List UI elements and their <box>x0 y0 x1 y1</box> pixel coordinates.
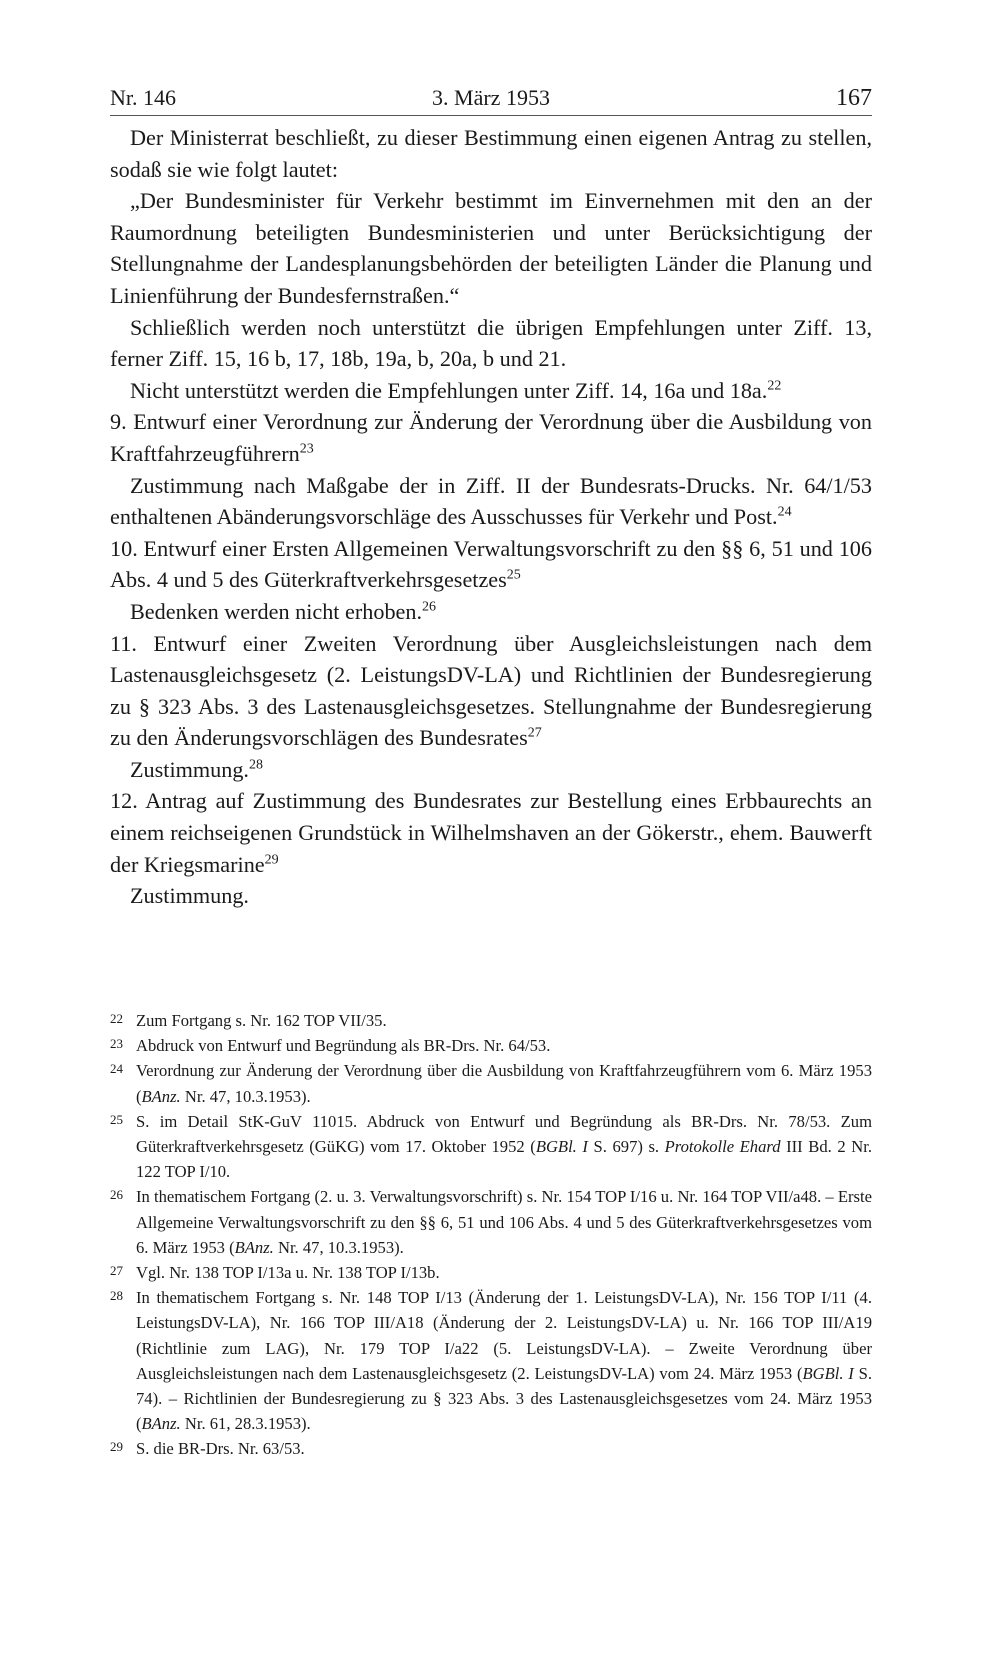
footnote-ref[interactable]: 23 <box>299 441 314 457</box>
footnote-italic: BAnz. <box>234 1237 274 1257</box>
footnote <box>110 1260 872 1285</box>
paragraph-text: Zustimmung. <box>130 756 249 782</box>
footnote-number: 29 <box>110 1439 123 1455</box>
paragraph-text: „Der Bundesminister für Verkehr bestimmt im Einvernehmen mit den an der Raumordnung beteiligten Bundesministerien und unter Berücksichtigung der Stellungnahme der Landesplanungsbehörden der beteiligten Länder die Planung und Linienführung der Bundesfernstraßen.“ <box>110 188 872 308</box>
paragraph <box>110 375 872 407</box>
running-header <box>110 80 872 116</box>
paragraph-text: Nicht unterstützt werden die Empfehlungen unter Ziff. 14, 16a und 18a. <box>130 377 768 403</box>
footnote <box>110 1109 872 1185</box>
footnote-text: In thematischem Fortgang (2. u. 3. Verwaltungsvorschrift) s. Nr. 154 TOP I/16 u. Nr. 164 TOP VII/a48. – Erste Allgemeine Verwaltungsvorschrift zu den §§ 6, 51 und 106 Abs. 4 und 5 des Güterkraftverkehrsgesetzes vom 6. März 1953 ( <box>136 1187 872 1257</box>
paragraph <box>110 754 872 786</box>
footnote-italic: BGBl. I <box>535 1137 588 1157</box>
footnote-text: Nr. 47, 10.3.1953). <box>180 1086 311 1106</box>
page-number: 167 <box>836 85 872 111</box>
paragraph <box>110 122 872 185</box>
agenda-item <box>110 406 872 469</box>
agenda-item <box>110 628 872 754</box>
footnote-italic: BAnz. <box>141 1414 181 1434</box>
footnote-text: In thematischem Fortgang s. Nr. 148 TOP I/13 (Änderung der 1. LeistungsDV-LA), Nr. 156 TOP I/11 (4. LeistungsDV-LA), Nr. 166 TOP III/A18 (Änderung der 2. LeistungsDV-LA) u. Nr. 166 TOP III/A19 (Richtlinie zum LAG), Nr. 179 TOP I/a22 (5. LeistungsDV-LA). – Zweite Verordnung über Ausgleichsleistungen nach dem Lastenausgleichsgesetz (2. LeistungsDV-LA) vom 24. März 1953 ( <box>136 1288 872 1383</box>
document-page <box>110 80 872 912</box>
footnote-text: Nr. 47, 10.3.1953). <box>273 1237 404 1257</box>
footnote-number: 27 <box>110 1263 123 1279</box>
agenda-item <box>110 785 872 880</box>
footnote-text: S. 697) s. <box>587 1137 665 1157</box>
footnote <box>110 1033 872 1058</box>
footnote-number: 25 <box>110 1111 123 1127</box>
footnote-italic: Protokolle Ehard <box>664 1137 781 1157</box>
footnote-text: S. die BR-Drs. Nr. 63/53. <box>136 1439 305 1459</box>
paragraph <box>110 596 872 628</box>
agenda-item-text: 11. Entwurf einer Zweiten Verordnung über Ausgleichsleistungen nach dem Lastenausgleichsgesetz (2. LeistungsDV-LA) und Richtlinien der Bundesregierung zu § 323 Abs. 3 des Lastenausgleichsgesetzes. Stellungnahme der Bundesregierung zu den Änderungsvorschlägen des Bundesrates <box>110 630 872 751</box>
footnote-ref[interactable]: 26 <box>422 599 437 615</box>
footnote-number: 22 <box>110 1011 123 1026</box>
footnote-text: Zum Fortgang s. Nr. 162 TOP VII/35. <box>136 1011 387 1030</box>
footnote-italic: BAnz. <box>141 1086 181 1106</box>
footnote-number: 26 <box>110 1187 123 1203</box>
paragraph-text: Zustimmung nach Maßgabe der in Ziff. II der Bundesrats-Drucks. Nr. 64/1/53 enthaltenen Abänderungsvorschläge des Ausschusses für Verkehr und Post. <box>110 472 872 530</box>
footnote-italic: BGBl. I <box>802 1363 854 1383</box>
footnote <box>110 1285 872 1436</box>
footnote-text: Vgl. Nr. 138 TOP I/13a u. Nr. 138 TOP I/13b. <box>136 1263 440 1283</box>
footnote-ref[interactable]: 25 <box>506 567 521 583</box>
footnote-text: Verordnung zur Änderung der Verordnung über die Ausbildung von Kraftfahrzeugführern vom 6. März 1953 ( <box>136 1061 872 1106</box>
footnote <box>110 1058 872 1108</box>
footnote-ref[interactable]: 28 <box>248 757 263 773</box>
paragraph-text: Bedenken werden nicht erhoben. <box>130 598 423 624</box>
footnote <box>110 1436 872 1461</box>
agenda-item-text: 12. Antrag auf Zustimmung des Bundesrates zur Bestellung eines Erbbaurechts an einem reichseigenen Grundstück in Wilhelmshaven an der Gökerstr., ehem. Bauwerft der Kriegsmarine <box>110 788 872 877</box>
footnote <box>110 1184 872 1260</box>
footnote-text: Abdruck von Entwurf und Begründung als BR-Drs. Nr. 64/53. <box>136 1036 551 1056</box>
paragraph-text: Der Ministerrat beschließt, zu dieser Bestimmung einen eigenen Antrag zu stellen, sodaß sie wie folgt lautet: <box>110 125 872 182</box>
header-rule <box>110 115 872 116</box>
footnote-ref[interactable]: 27 <box>527 725 542 741</box>
footnote-ref[interactable]: 29 <box>264 852 279 868</box>
paragraph <box>110 880 872 912</box>
footnote-text: III Bd. 2 Nr. 122 TOP I/10. <box>136 1137 872 1182</box>
footnote-number: 28 <box>110 1288 123 1304</box>
footnote-text: S. im Detail StK-GuV 11015. Abdruck von Entwurf und Begründung als BR-Drs. Nr. 78/53. Zum Güterkraftverkehrsgesetz (GüKG) vom 17. Oktober 1952 ( <box>136 1111 872 1157</box>
header-date: 3. März 1953 <box>432 85 550 110</box>
agenda-item <box>110 533 872 596</box>
quoted-paragraph <box>110 185 872 311</box>
paragraph <box>110 312 872 375</box>
footnotes <box>110 1008 872 1462</box>
main-text <box>110 122 872 912</box>
footnote <box>110 1008 872 1033</box>
footnote-text: S. 74). – Richtlinien der Bundesregierung zu § 323 Abs. 3 des Lastenausgleichsgesetzes vom 24. März 1953 ( <box>136 1363 872 1434</box>
agenda-item-text: 9. Entwurf einer Verordnung zur Änderung der Verordnung über die Ausbildung von Kraftfahrzeugführern <box>110 409 872 466</box>
footnote-text: Nr. 61, 28.3.1953). <box>180 1414 311 1434</box>
paragraph <box>110 470 872 533</box>
header-document-number: Nr. 146 <box>110 85 176 110</box>
footnote-number: 23 <box>110 1036 123 1052</box>
agenda-item-text: 10. Entwurf einer Ersten Allgemeinen Verwaltungsvorschrift zu den §§ 6, 51 und 106 Abs. 4 und 5 des Güterkraftverkehrsgesetzes <box>110 535 872 593</box>
footnote-ref[interactable]: 22 <box>767 378 782 394</box>
footnote-ref[interactable]: 24 <box>777 504 792 520</box>
paragraph-text: Schließlich werden noch unterstützt die übrigen Empfehlungen unter Ziff. 13, ferner Ziff. 15, 16 b, 17, 18b, 19a, b, 20a, b und 21. <box>110 314 872 372</box>
footnote-number: 24 <box>110 1061 123 1077</box>
paragraph-text: Zustimmung. <box>130 883 249 909</box>
